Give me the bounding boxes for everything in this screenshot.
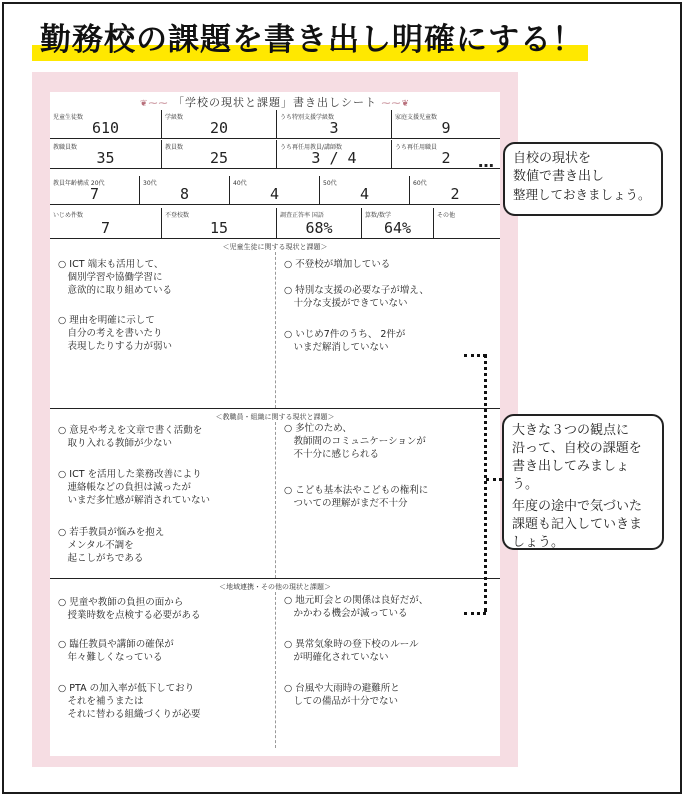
section-1-left-item: ○ 理由を明確に示して 自分の考えを書いたり 表現したりする力が弱い — [58, 315, 173, 352]
ellipsis-marker: … — [478, 152, 494, 171]
section-1-divider — [275, 252, 276, 408]
age-cell: 30代 8 — [140, 176, 230, 204]
stat-cell: うち特別支援学級数 3 — [277, 110, 392, 138]
stat-cell: 学級数 20 — [162, 110, 277, 138]
section-3-left-item: ○ PTA の加入率が低下しており それを補うまたは それに替わる組織づくりが必要 — [58, 683, 201, 720]
section-3-right-item: ○ 地元町会との関係は良好だが、 かかわる機会が減っている — [284, 595, 429, 619]
stat-cell: 調査正答率 国語 68% — [277, 208, 362, 238]
connector-bottom — [464, 612, 486, 615]
section-2-rule — [50, 408, 500, 409]
section-1-right-item: ○ いじめ7件のうち、 2件が いまだ解消していない — [284, 329, 406, 353]
stats-row-2 — [50, 140, 500, 169]
stats-row-1 — [50, 110, 500, 139]
connector-vertical — [484, 354, 487, 612]
stat-cell: 教職員数 35 — [50, 140, 162, 168]
stat-cell: うち再任用教員/講師数 3 / 4 — [277, 140, 392, 168]
worksheet — [50, 92, 500, 756]
stat-cell: いじめ件数 7 — [50, 208, 162, 238]
section-1-right-item: ○ 特別な支援の必要な子が増え、 十分な支援ができていない — [284, 285, 429, 309]
sheet-title: ❦⁓⁓ 「学校の現状と課題」書き出しシート ⁓⁓❦ — [139, 96, 411, 109]
stat-cell: 算数/数学 64% — [362, 208, 434, 238]
section-3-rule — [50, 578, 500, 579]
age-cell: 50代 4 — [320, 176, 410, 204]
section-2-left-item: ○ ICT を活用した業務改善により 連絡帳などの負担は減ったが いまだ多忙感が解消されていない — [58, 469, 211, 506]
section-3-header: ＜地域連携・その他の現状と課題＞ — [219, 583, 331, 591]
left-ornament-icon: ❦⁓⁓ — [139, 99, 169, 109]
section-1-left-item: ○ ICT 端末も活用して、 個別学習や協働学習に 意欲的に取り組めている — [58, 259, 173, 296]
stat-cell: その他 — [437, 212, 456, 219]
stat-cell: 児童生徒数 610 — [50, 110, 162, 138]
connector-to-callout — [486, 478, 502, 481]
section-3-right-item: ○ 台風や大雨時の避難所と しての備品が十分でない — [284, 683, 400, 707]
stats-row-3 — [50, 176, 500, 205]
callout-perspectives: 大きな３つの観点に 沿って、自校の課題を 書き出してみましょう。 年度の途中で気づいた 課題も記入していきま しょう。 — [502, 414, 664, 550]
right-ornament-icon: ⁓⁓❦ — [381, 99, 411, 109]
section-1-right-item: ○ 不登校が増加している — [284, 259, 391, 270]
page-title: 勤務校の課題を書き出し明確にする！ — [40, 14, 584, 59]
section-1-header: ＜児童生徒に関する現状と課題＞ — [222, 243, 328, 251]
stat-cell: 教員数 25 — [162, 140, 277, 168]
stat-cell: 家庭支援児童数 9 — [395, 114, 451, 137]
age-cell: 60代 2 — [413, 180, 460, 203]
age-cell: 教員年齢構成 20代 7 — [50, 176, 140, 204]
section-3-right-item: ○ 異常気象時の登下校のルール が明確化されていない — [284, 639, 419, 663]
section-3-left-item: ○ 児童や教師の負担の面から 授業時数を点検する必要がある — [58, 597, 201, 621]
section-2-left-item: ○ 若手教員が悩みを抱え メンタル不調を 起こしがちである — [58, 527, 165, 564]
stat-cell: うち再任用職員 2 — [395, 144, 451, 167]
stats-row-4 — [50, 208, 500, 239]
section-2-divider — [275, 422, 276, 578]
section-2-left-item: ○ 意見や考えを文章で書く活動を 取り入れる教師が少ない — [58, 425, 203, 449]
section-2-right-item: ○ こども基本法やこどもの権利に ついての理解がまだ不十分 — [284, 485, 429, 509]
age-cell: 40代 4 — [230, 176, 320, 204]
callout-numeric: 自校の現状を 数値で書き出し 整理しておきましょう。 — [503, 142, 663, 216]
section-2-header: ＜教職員・組織に関する現状と課題＞ — [215, 413, 335, 421]
section-2-right-item: ○ 多忙のため、 教師間のコミュニケーションが 不十分に感じられる — [284, 423, 426, 460]
stat-cell: 不登校数 15 — [162, 208, 277, 238]
section-3-divider — [275, 592, 276, 748]
section-3-left-item: ○ 臨任教員や講師の確保が 年々難しくなっている — [58, 639, 174, 663]
connector-top — [464, 354, 486, 357]
